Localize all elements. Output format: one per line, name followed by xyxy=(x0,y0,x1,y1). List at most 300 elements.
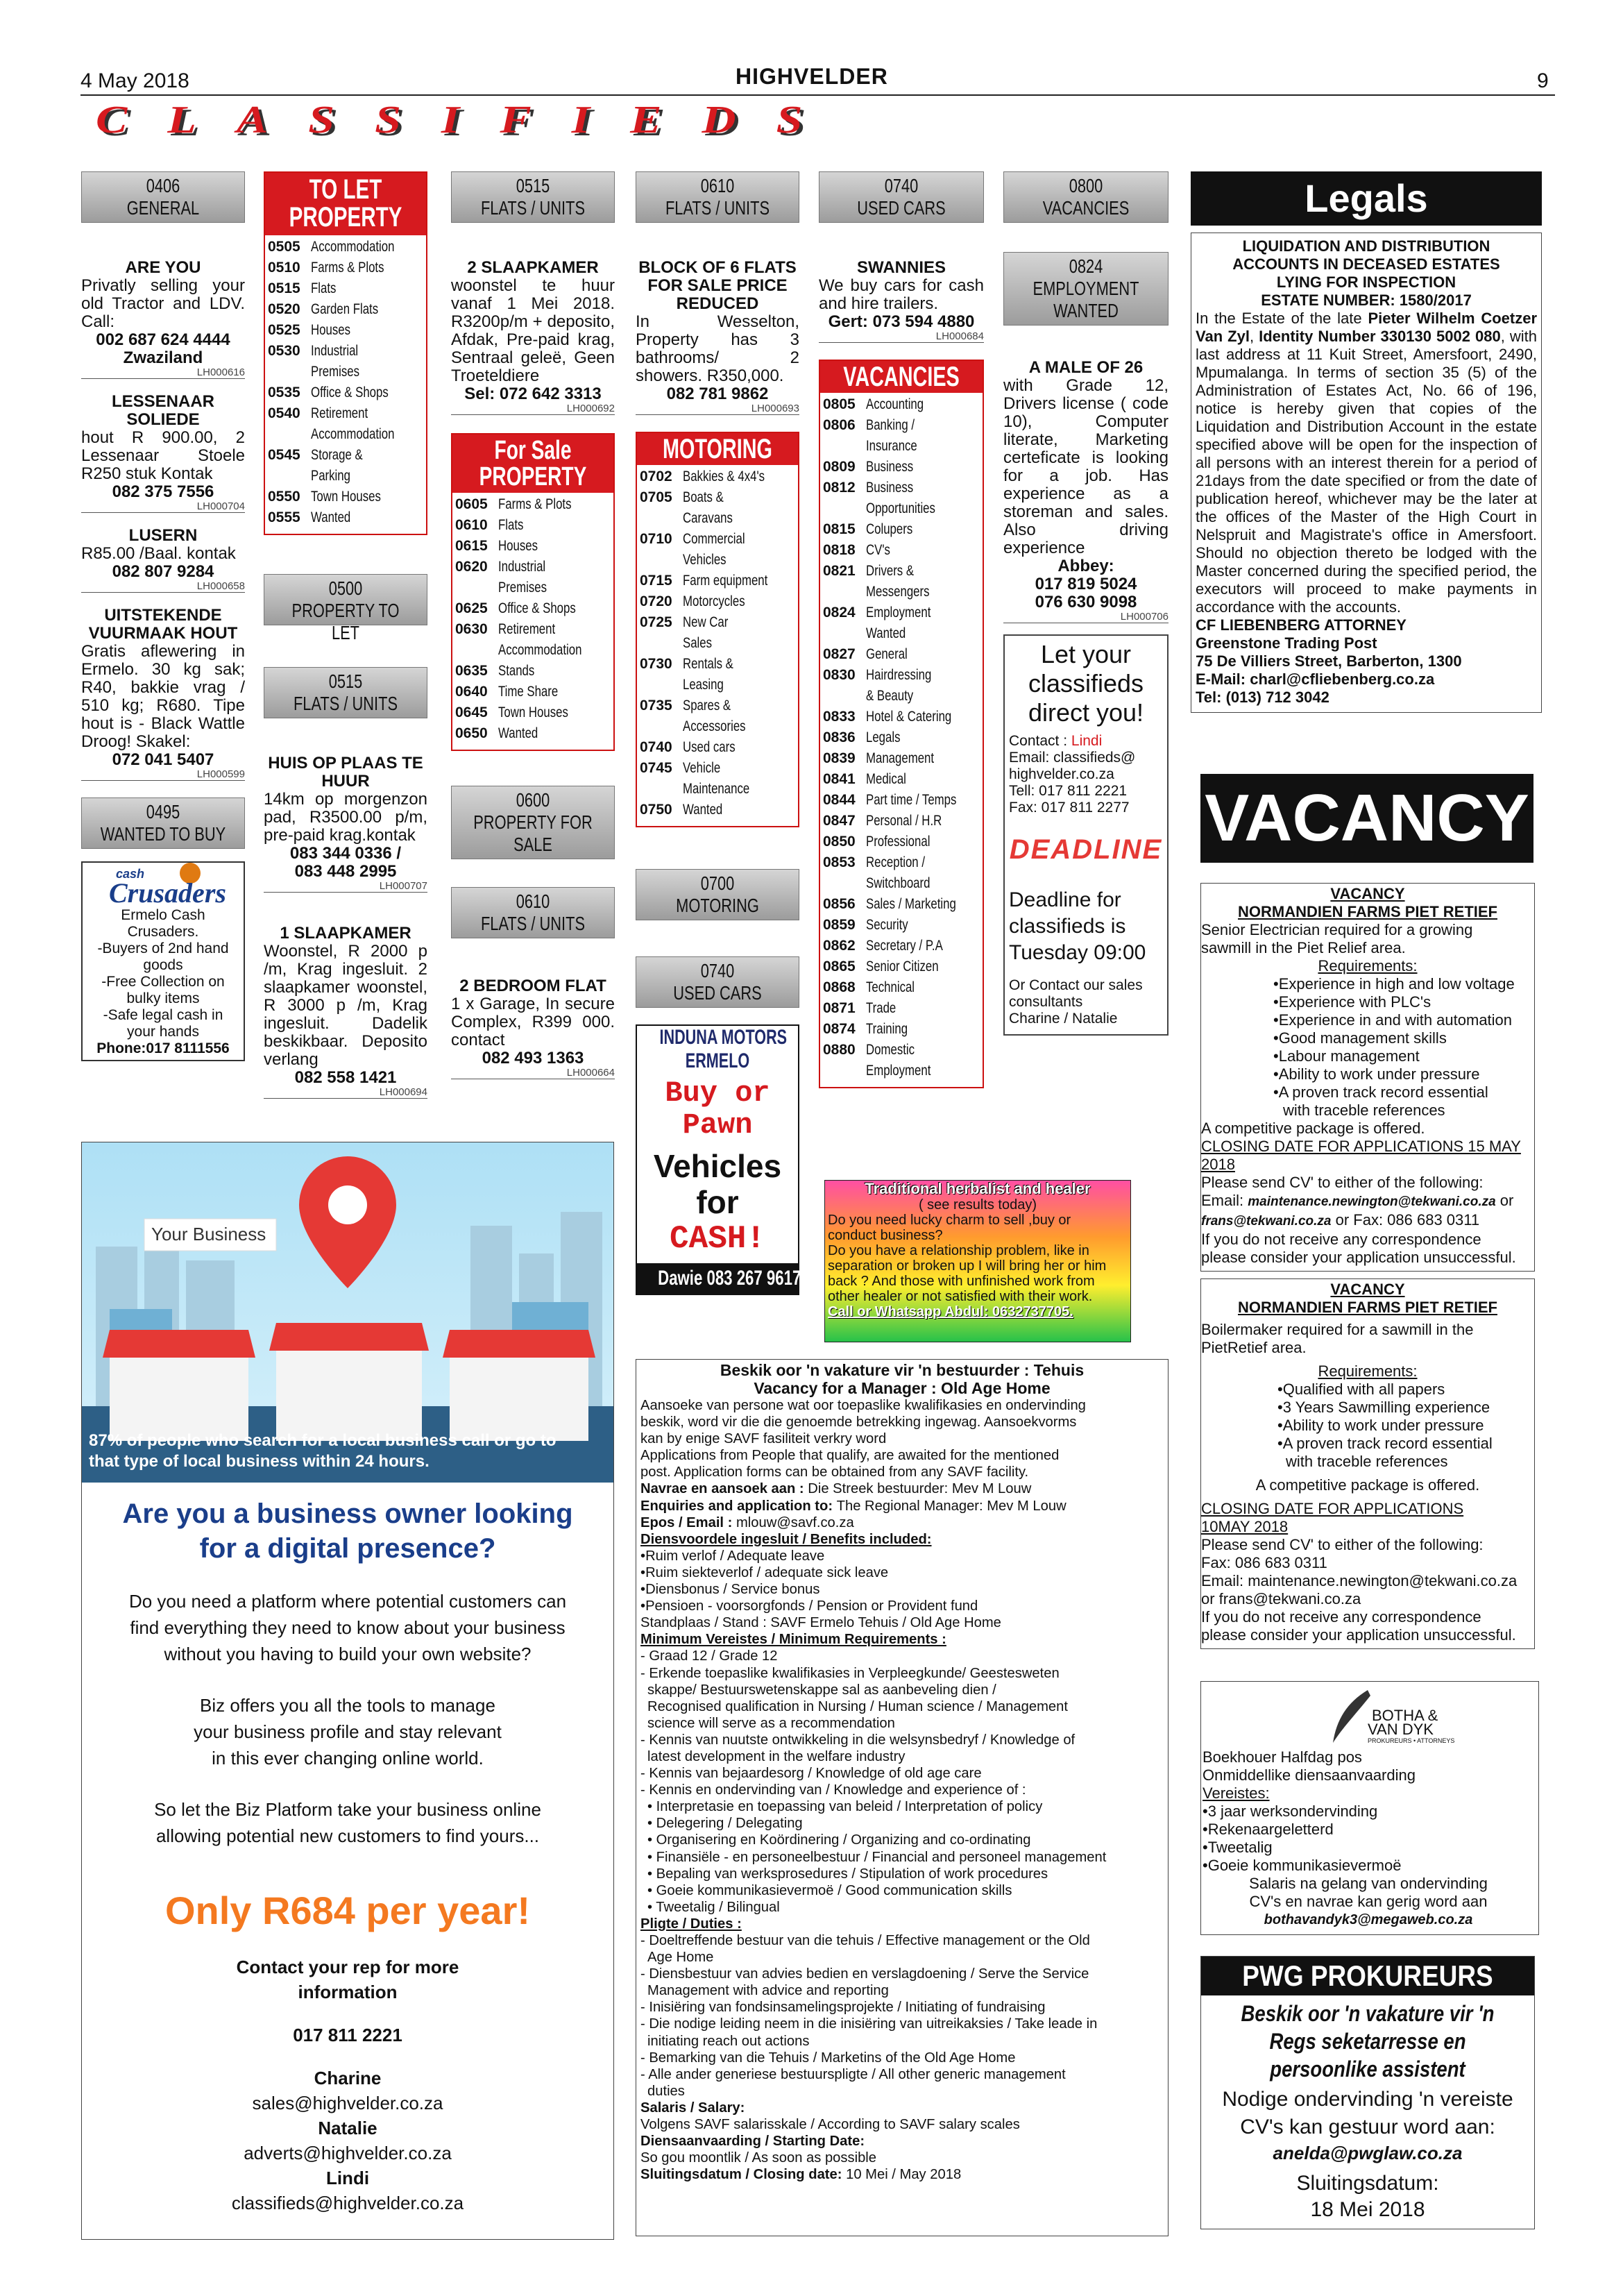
category-item xyxy=(455,557,611,577)
category-item xyxy=(268,362,423,382)
line: separation or broken up I will bring her or him xyxy=(828,1258,1107,1274)
category-code: 0555 xyxy=(268,509,300,525)
category-item xyxy=(823,644,980,665)
category-code: 0615 xyxy=(455,538,488,554)
category-item xyxy=(823,727,980,748)
ad-phone: 082 807 9284 xyxy=(112,562,214,581)
category-code: 0730 xyxy=(640,656,672,672)
section-head-property-to-let xyxy=(264,574,427,643)
category-item xyxy=(455,577,611,598)
category-label: Business xyxy=(866,480,914,496)
attorney-tel: Tel: (013) 712 3042 xyxy=(1196,689,1329,706)
req-item: •Experience with PLC's xyxy=(1273,993,1431,1011)
contact-email: Email: classifieds@ xyxy=(1009,750,1136,766)
section-head-used-cars xyxy=(636,956,799,1008)
tehuis-line xyxy=(640,1748,1164,1765)
p-line: Do you need a platform where potential customers can xyxy=(128,1591,567,1612)
category-item xyxy=(640,612,795,633)
promo-line: Let your xyxy=(1040,640,1132,668)
ad-text: In Wesselton, Property has 3 bathrooms/ 2 showers. R350,000. xyxy=(636,312,799,385)
category-label: Maintenance xyxy=(683,781,750,797)
vacancy-boilermaker xyxy=(1200,1278,1535,1649)
deadline-line: classifieds is xyxy=(1009,915,1126,938)
notice-heading: LIQUIDATION AND DISTRIBUTION xyxy=(1242,237,1490,255)
fax: or Fax: 086 683 0311 xyxy=(1331,1211,1480,1229)
page-number: 9 xyxy=(1537,69,1549,92)
column-flats xyxy=(451,171,615,1079)
category-label: Business xyxy=(866,459,914,475)
ad-title: 1 SLAAPKAMER xyxy=(280,924,411,943)
req-item: with traceble references xyxy=(1286,1453,1448,1470)
tehuis-line xyxy=(640,1548,1164,1564)
category-code: 0702 xyxy=(640,469,672,484)
tehuis-line xyxy=(640,1648,1164,1664)
ad-text: Privatly selling your old Tractor and LDV. Call: xyxy=(81,276,245,331)
text: So gou moontlik / As soon as possible xyxy=(640,2150,877,2166)
herbalist-ad xyxy=(824,1180,1131,1342)
category-label: Motorcycles xyxy=(683,593,745,609)
notice-heading: ESTATE NUMBER: 1580/2017 xyxy=(1261,292,1472,309)
induna-cash: CASH! xyxy=(669,1221,766,1257)
category-label: Boats & xyxy=(683,489,724,505)
tehuis-line xyxy=(640,1447,1164,1464)
category-item xyxy=(640,675,795,695)
motoring-head xyxy=(637,433,798,465)
req-item: •Experience in and with automation xyxy=(1273,1011,1513,1029)
logo-text: Crusaders xyxy=(109,877,226,909)
vacancies-head xyxy=(820,361,983,393)
section-head-flats xyxy=(264,667,427,718)
ad-ref: LH000684 xyxy=(819,331,984,343)
category-item xyxy=(455,619,611,640)
section-code: 0800 xyxy=(1069,175,1103,196)
category-item xyxy=(823,936,980,956)
category-code: 0871 xyxy=(823,1000,856,1016)
category-item xyxy=(268,424,423,445)
for-sale-head xyxy=(452,434,613,493)
q-line: for a digital presence? xyxy=(199,1533,496,1564)
tehuis-line xyxy=(640,1932,1164,1949)
tehuis-line xyxy=(640,1798,1164,1815)
text: • Bepaling van werksprosedures / Stipulation of work procedures xyxy=(647,1866,1048,1882)
category-item xyxy=(823,811,980,832)
tehuis-line xyxy=(640,1631,1164,1648)
category-item xyxy=(455,682,611,702)
section-head-used-cars xyxy=(819,171,984,223)
ad-ref: LH000694 xyxy=(264,1087,427,1099)
text: Volgens SAVF salarisskale / According to SAVF salary scales xyxy=(640,2117,1020,2133)
category-item xyxy=(455,723,611,744)
to-let-categories xyxy=(265,235,426,534)
or-contact: Charine / Natalie xyxy=(1009,1011,1118,1027)
promo-line: classifieds xyxy=(1028,669,1144,698)
label: Sluitingsdatum / Closing date: xyxy=(640,2167,847,2183)
section-title: GENERAL xyxy=(126,197,200,219)
email: maintenance.newington@tekwani.co.za xyxy=(1248,1195,1496,1209)
biz-question xyxy=(82,1496,613,1566)
notice-heading: ACCOUNTS IN DECEASED ESTATES xyxy=(1232,255,1500,273)
line: If you do not receive any correspondence xyxy=(1201,1231,1481,1248)
column-motoring xyxy=(636,171,799,1295)
label: Epos / Email : xyxy=(640,1514,736,1530)
text: •Ruim siekteverlof / adequate sick leave xyxy=(640,1564,889,1580)
category-label: Farms & Plots xyxy=(311,260,384,276)
biz-contact xyxy=(82,1955,613,2004)
to-let-title: TO LET PROPERTY xyxy=(289,174,402,233)
text: latest development in the welfare industry xyxy=(647,1748,906,1764)
line: Crusaders. xyxy=(127,924,199,940)
pwg-closing: Sluitingsdatum: xyxy=(1296,2172,1439,2195)
induna-vehicles: Vehicles xyxy=(653,1148,782,1184)
tehuis-title: Beskik oor 'n vakature vir 'n bestuurder : Tehuis xyxy=(720,1361,1085,1379)
category-item xyxy=(823,915,980,936)
category-item xyxy=(823,394,980,415)
text: • Finansiële - en personeelbestuur / Financial and personeel management xyxy=(647,1849,1107,1865)
category-item xyxy=(640,779,795,800)
column-employment xyxy=(1003,171,1169,1036)
vacancies-categories xyxy=(820,393,983,1087)
issue-date: 4 May 2018 xyxy=(80,69,189,92)
category-label: Garden Flats xyxy=(311,301,379,317)
line: bulky items xyxy=(126,990,200,1006)
section-title: FLATS / UNITS xyxy=(665,197,770,219)
category-label: Retirement xyxy=(311,405,368,421)
category-code: 0812 xyxy=(823,480,856,496)
ad-title: HUIS OP PLAAS TE HUUR xyxy=(268,754,423,791)
category-label: Caravans xyxy=(683,510,733,526)
category-code: 0725 xyxy=(640,614,672,630)
botha-van-dyk-ad xyxy=(1200,1681,1539,1935)
text: - Alle ander generiese bestuurspligte / All other generic management xyxy=(640,2066,1066,2082)
tehuis-line xyxy=(640,1598,1164,1614)
rep-name: Lindi xyxy=(325,2168,370,2188)
ad-text: Gratis aflewering in Ermelo. 30 kg sak; R40, bakkie vrag / 510 kg; R680. Tipe hout is - Black Wattle Droog! Skakel: xyxy=(81,642,245,751)
category-label: Training xyxy=(866,1021,908,1037)
category-code: 0635 xyxy=(455,663,488,679)
category-code: 0833 xyxy=(823,709,856,725)
cash-crusaders-ad xyxy=(81,861,245,1061)
text: - Erkende toepaslike kwalifikasies in Verpleegkunde/ Geestesweten xyxy=(640,1665,1060,1681)
text: • Organisering en Koördinering / Organizing and co-ordinating xyxy=(647,1832,1031,1848)
text: • Delegering / Delegating xyxy=(647,1816,803,1832)
line: -Free Collection on xyxy=(101,974,225,990)
category-label: Colupers xyxy=(866,521,913,537)
line: other healer or not satisfied with their work. xyxy=(828,1289,1093,1304)
pwg-line: Nodige ondervinding 'n vereiste xyxy=(1222,2088,1513,2111)
biz-p2 xyxy=(82,1692,613,1771)
section-code: 0500 xyxy=(328,577,363,599)
tehuis-line xyxy=(640,2066,1164,2083)
motoring-title: MOTORING xyxy=(663,434,772,464)
text: • Goeie kommunikasievermoë / Good communication skills xyxy=(647,1882,1012,1898)
section-code: 0495 xyxy=(146,801,180,822)
p-line: find everything they need to know about your business xyxy=(130,1617,566,1638)
req-item: •Ability to work under pressure xyxy=(1277,1417,1484,1434)
category-code: 0853 xyxy=(823,854,856,870)
p-line: Biz offers you all the tools to manage xyxy=(200,1695,495,1716)
tehuis-line xyxy=(640,1849,1164,1866)
induna-contact xyxy=(637,1263,801,1294)
ad-title: 2 BEDROOM FLAT xyxy=(459,977,606,995)
line: PietRetief area. xyxy=(1201,1339,1307,1356)
attorney-email: E-Mail: charl@cfliebenberg.co.za xyxy=(1196,670,1435,688)
pwg-ad xyxy=(1200,1956,1535,2229)
body-text: , with last address at 11 Kuit Street, Amersfoort, 2490, Mpumalanga. In terms of section 35 (5) of the Administration of Estates Act, No. 66 of 196, notice is hereby given that copies of the Liquidation and Distribution Account in the estate specified above will be open for the inspection of all persons with an interest therein for a period of 21days from the date specified or from the date of publication hereof, whichever may be the later at the offices of the Master of the High Court in Nelspruit and Magistrate's office in Amersfoort. Should no objection thereto be lodged with the Master concerned during the specified period, the executors will proceed to make payments in accordance with the accounts. xyxy=(1196,328,1537,616)
herbal-title: Traditional herbalist and healer xyxy=(865,1180,1091,1197)
induna-town: ERMELO xyxy=(685,1049,750,1072)
req-item: •Experience in high and low voltage xyxy=(1273,975,1515,993)
ad-ref: LH000616 xyxy=(81,367,245,379)
category-label: Drivers & xyxy=(866,563,915,579)
section-code: 0515 xyxy=(328,670,363,692)
tehuis-title-en: Vacancy for a Manager : Old Age Home xyxy=(754,1379,1051,1397)
section-head-general xyxy=(81,171,245,223)
tehuis-line xyxy=(640,1832,1164,1848)
p-line: allowing potential new customers to find yours... xyxy=(155,1825,540,1846)
category-label: Town Houses xyxy=(498,704,568,720)
ad-text: R85.00 /Baal. kontak xyxy=(81,544,236,563)
pwg-subtitle xyxy=(1225,2000,1511,2083)
attorney: CF LIEBENBERG ATTORNEY xyxy=(1196,616,1407,634)
category-code: 0650 xyxy=(455,725,488,741)
text: science will serve as a recommendation xyxy=(647,1715,895,1731)
text: •Ruim verlof / Adequate leave xyxy=(640,1548,825,1564)
section-title: SALE xyxy=(513,834,552,855)
tehuis-line xyxy=(640,2116,1164,2133)
category-code: 0821 xyxy=(823,563,856,579)
category-label: Personal / H.R xyxy=(866,813,942,829)
category-item xyxy=(823,1040,980,1061)
text: •Pensioen - voorsorgfonds / Pension or Provident fund xyxy=(640,1598,978,1614)
tehuis-line xyxy=(640,1698,1164,1715)
category-item xyxy=(640,695,795,716)
category-label: Sales / Marketing xyxy=(866,896,956,912)
p-line: in this ever changing online world. xyxy=(212,1748,484,1769)
category-label: Vehicle xyxy=(683,760,721,776)
line: Senior Electrician required for a growing xyxy=(1201,921,1473,938)
section-title: PROPERTY TO LET xyxy=(291,600,400,643)
pwg-email: anelda@pwglaw.co.za xyxy=(1273,2143,1463,2163)
promo-line: direct you! xyxy=(1028,698,1144,727)
category-label: Security xyxy=(866,917,908,933)
tehuis-line xyxy=(640,1949,1164,1966)
vacancy-head: VACANCY xyxy=(1200,774,1533,863)
body-text: In the Estate of the late xyxy=(1196,310,1368,327)
legals-notice xyxy=(1191,233,1542,713)
tehuis-line xyxy=(640,1480,1164,1497)
category-label: Storage & xyxy=(311,447,363,463)
category-item xyxy=(455,640,611,661)
column-general xyxy=(81,171,245,1061)
category-label: Wanted xyxy=(311,509,351,525)
category-item xyxy=(268,403,423,424)
category-item xyxy=(455,702,611,723)
category-label: Accommodation xyxy=(311,426,395,442)
category-label: Farm equipment xyxy=(683,573,768,589)
column-legals xyxy=(1191,171,1542,713)
category-code: 0836 xyxy=(823,729,856,745)
botha-logo xyxy=(1201,1689,1534,1748)
ad-phone: 002 687 624 4444 xyxy=(96,330,230,349)
for-sale-title: For Sale PROPERTY xyxy=(479,436,587,491)
induna-buy: Buy or xyxy=(665,1077,770,1110)
req-item: •Qualified with all papers xyxy=(1277,1381,1445,1398)
rep-name: Natalie xyxy=(318,2118,377,2138)
ad-title: 2 SLAAPKAMER xyxy=(467,258,599,277)
category-item xyxy=(823,707,980,727)
category-label: Parking xyxy=(311,468,350,484)
category-code: 0809 xyxy=(823,459,856,475)
text: Aansoeke van persone wat oor toepaslike kwalifikasies en ondervinding xyxy=(640,1398,1086,1413)
category-code: 0815 xyxy=(823,521,856,537)
text: Salaris / Salary: xyxy=(640,2100,745,2116)
legals-head: Legals xyxy=(1191,171,1542,226)
category-code: 0750 xyxy=(640,802,672,818)
closing-date: 10MAY 2018 xyxy=(1201,1518,1289,1535)
category-item xyxy=(640,571,795,591)
text: skappe/ Bestuurswetenskappe sal as aanbeveling dien / xyxy=(647,1682,996,1698)
ad-phone: 083 344 0336 / xyxy=(289,844,402,863)
line: conduct business? xyxy=(828,1228,943,1243)
p-line: your business profile and stay relevant xyxy=(194,1721,502,1742)
req-heading: Requirements: xyxy=(1318,957,1418,974)
section-title: EMPLOYMENT xyxy=(1033,278,1139,299)
label: Enquiries and application to: xyxy=(640,1498,837,1514)
attorney-line: 75 De Villiers Street, Barberton, 1300 xyxy=(1196,652,1462,670)
category-code: 0710 xyxy=(640,531,672,547)
section-head-motoring xyxy=(636,869,799,920)
category-code: 0610 xyxy=(455,517,488,533)
category-label: Houses xyxy=(311,322,350,338)
category-label: Messengers xyxy=(866,584,930,600)
value: Die Streek bestuurder: Mev M Louw xyxy=(808,1481,1032,1497)
ad-text: with Grade 12, Drivers license ( code 10), Computer literate, Marketing certeficate is looking for a job. Has experience as a storeman and sales. Also driving experience xyxy=(1003,376,1169,557)
biz-price: Only R684 per year! xyxy=(164,1889,531,1932)
category-item xyxy=(455,536,611,557)
section-head-flats-2 xyxy=(451,887,615,938)
tehuis-line xyxy=(640,2083,1164,2100)
line: Do you need lucky charm to sell ,buy or xyxy=(828,1213,1071,1228)
category-item xyxy=(823,852,980,873)
category-label: New Car xyxy=(683,614,729,630)
category-code: 0859 xyxy=(823,917,856,933)
ad-ref: LH000664 xyxy=(451,1067,615,1079)
motoring-box xyxy=(636,432,799,827)
category-label: CV's xyxy=(866,542,890,558)
closing-date: 2018 xyxy=(1201,1156,1235,1173)
to-let-head xyxy=(265,173,426,235)
ad-ref: LH000706 xyxy=(1003,611,1169,623)
logo-line: PROKUREURS • ATTORNEYS xyxy=(1368,1737,1455,1744)
tehuis-line xyxy=(640,2050,1164,2066)
category-item xyxy=(640,487,795,508)
value: 10 Mei / May 2018 xyxy=(846,2167,962,2183)
category-code: 0862 xyxy=(823,938,856,954)
text: - Kennis van nuutste ontwikkeling in die welsynsbedryf / Knowledge of xyxy=(640,1732,1076,1748)
contact-name: Lindi xyxy=(1071,733,1103,749)
category-label: Flats xyxy=(498,517,524,533)
section-head-wanted xyxy=(81,797,245,849)
induna-name: INDUNA MOTORS xyxy=(659,1026,788,1049)
category-item xyxy=(455,598,611,619)
tehuis-line xyxy=(640,2100,1164,2116)
text: beskik, word vir die die genoemde betrekking ingewag. Aansoekvorms xyxy=(640,1415,1077,1430)
category-item xyxy=(268,237,423,258)
category-item xyxy=(823,998,980,1019)
category-item xyxy=(823,498,980,519)
line: If you do not receive any correspondence xyxy=(1201,1608,1481,1626)
category-code: 0530 xyxy=(268,343,300,359)
induna-contact-text: Dawie 083 267 9617 xyxy=(658,1267,801,1290)
category-code: 0535 xyxy=(268,385,300,400)
category-label: Spares & xyxy=(683,698,731,714)
stat-line: that type of local business within 24 hours. xyxy=(89,1452,430,1471)
category-code: 0605 xyxy=(455,496,488,512)
category-item xyxy=(823,478,980,498)
tehuis-line xyxy=(640,2133,1164,2150)
category-label: Switchboard xyxy=(866,875,931,891)
section-code: 0700 xyxy=(700,872,735,894)
category-code: 0850 xyxy=(823,834,856,850)
deadline-art: DEADLINE xyxy=(1009,834,1163,865)
category-code: 0880 xyxy=(823,1042,856,1058)
tehuis-line xyxy=(640,1665,1164,1682)
biz-stat xyxy=(89,1430,606,1472)
attorney-line: Greenstone Trading Post xyxy=(1196,634,1377,652)
req-item: •3 jaar werksondervinding xyxy=(1203,1803,1378,1820)
rep-email: adverts@highvelder.co.za xyxy=(244,2143,452,2163)
category-label: General xyxy=(866,646,908,662)
line: goods xyxy=(143,957,183,973)
tehuis-line xyxy=(640,1966,1164,1982)
category-item xyxy=(823,790,980,811)
category-label: Industrial xyxy=(498,559,546,575)
text: Age Home xyxy=(647,1950,714,1966)
induna-pawn: Pawn xyxy=(682,1108,753,1142)
category-label: Flats xyxy=(311,280,337,296)
cash-phone: Phone:017 8111556 xyxy=(96,1040,230,1056)
req-item: with traceble references xyxy=(1283,1101,1445,1119)
category-code: 0868 xyxy=(823,979,856,995)
id-number: Identity Number 330130 5002 080 xyxy=(1259,328,1501,345)
category-label: Reception / xyxy=(866,854,925,870)
herbal-sub: ( see results today) xyxy=(918,1197,1037,1213)
ad-place: Zwaziland xyxy=(123,348,203,367)
category-label: Hotel & Catering xyxy=(866,709,952,725)
category-label: Leasing xyxy=(683,677,724,693)
email: Email: maintenance.newington@tekwani.co.za xyxy=(1201,1572,1518,1589)
category-label: Office & Shops xyxy=(311,385,389,400)
column-to-let xyxy=(264,171,427,1099)
category-label: Accessories xyxy=(683,718,746,734)
section-title: WANTED xyxy=(1053,300,1119,321)
ad-text: 14km op morgenzon pad, R3500.00 p/m, pre-paid krag.kontak xyxy=(264,790,427,845)
tehuis-line xyxy=(640,2033,1164,2050)
category-code: 0515 xyxy=(268,280,300,296)
cash-crusaders-logo xyxy=(85,867,241,907)
line: your hands xyxy=(127,1024,199,1040)
line: Ermelo Cash xyxy=(121,907,205,923)
tehuis-line xyxy=(640,1397,1164,1414)
category-code: 0745 xyxy=(640,760,672,776)
category-item xyxy=(823,602,980,623)
category-label: Premises xyxy=(498,580,547,596)
label: Navrae en aansoek aan : xyxy=(640,1481,808,1497)
category-item xyxy=(640,800,795,820)
section-title: VACANCIES xyxy=(1042,197,1130,219)
req-item: •Goeie kommunikasievermoë xyxy=(1203,1857,1402,1874)
fax: Fax: 086 683 0311 xyxy=(1201,1554,1327,1571)
